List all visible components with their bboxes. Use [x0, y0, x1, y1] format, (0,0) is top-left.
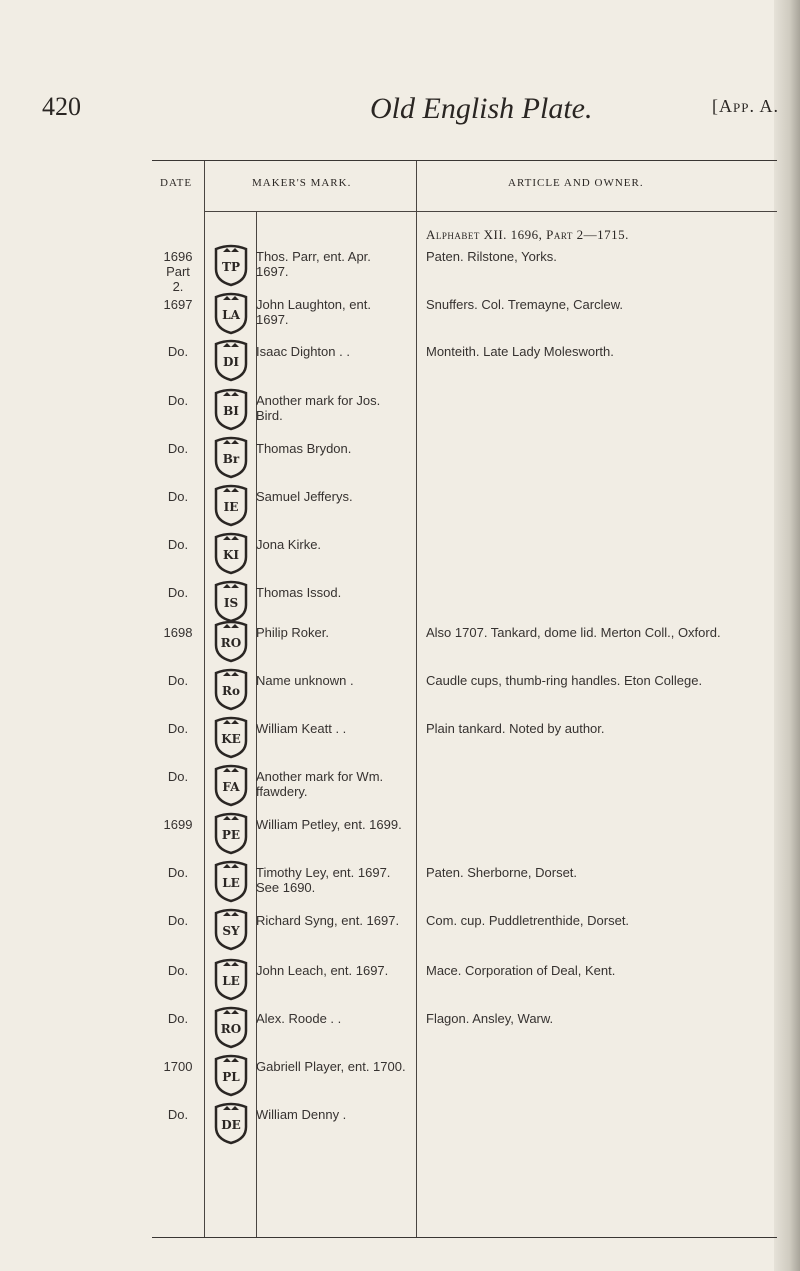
- makers-mark-stamp: [208, 243, 254, 287]
- row-date: Do.: [167, 537, 189, 552]
- makers-mark-initials: TP: [222, 260, 240, 274]
- row-date: Do.: [167, 721, 189, 736]
- makers-mark-stamp: [208, 1005, 254, 1049]
- running-title: Old English Plate.: [370, 92, 593, 125]
- makers-mark-stamp: [208, 483, 254, 527]
- makers-mark-stamp: [208, 957, 254, 1001]
- makers-marks-table: [152, 160, 777, 1238]
- row-date: Do.: [167, 585, 189, 600]
- makers-mark-initials: Br: [222, 452, 240, 466]
- row-maker-name: Thos. Parr, ent. Apr. 1697.: [256, 249, 371, 279]
- makers-mark-initials: LA: [222, 308, 240, 322]
- makers-mark-initials: PL: [222, 1070, 240, 1084]
- row-maker-name: Name unknown .: [256, 673, 354, 688]
- column-divider: [416, 161, 417, 1237]
- header-rule: [416, 211, 777, 212]
- row-maker-name: John Leach, ent. 1697.: [256, 963, 389, 978]
- row-maker-name: William Petley, ent. 1699.: [256, 817, 402, 832]
- makers-mark-stamp: [208, 667, 254, 711]
- makers-mark-initials: FA: [222, 780, 240, 794]
- row-date: Do.: [167, 489, 189, 504]
- row-date: 1699: [163, 817, 193, 832]
- row-article: Paten. Sherborne, Dorset.: [426, 865, 578, 880]
- makers-mark-stamp: [208, 907, 254, 951]
- makers-mark-initials: RO: [220, 1022, 242, 1036]
- makers-mark-initials: LE: [222, 974, 240, 988]
- row-date: Do.: [167, 673, 189, 688]
- makers-mark-initials: DE: [221, 1118, 241, 1132]
- row-article: Paten. Rilstone, Yorks.: [426, 249, 557, 264]
- row-date: Do.: [167, 1107, 189, 1122]
- row-date: 1698: [163, 625, 193, 640]
- makers-mark-initials: KI: [222, 548, 240, 562]
- row-date: Do.: [167, 963, 189, 978]
- makers-mark-initials: Ro: [222, 684, 240, 698]
- row-maker-name: Another mark for Wm. ffawdery.: [256, 769, 384, 799]
- makers-mark-initials: BI: [223, 404, 239, 418]
- makers-mark-initials: SY: [222, 924, 240, 938]
- makers-mark-stamp: [208, 435, 254, 479]
- makers-mark-stamp: [208, 531, 254, 575]
- column-header-date: DATE: [160, 177, 193, 189]
- row-article: Monteith. Late Lady Molesworth.: [426, 344, 614, 359]
- column-divider: [204, 161, 205, 1237]
- row-article: Also 1707. Tankard, dome lid. Merton Coll., Oxford.: [426, 625, 721, 640]
- row-date: 1700: [163, 1059, 193, 1074]
- makers-mark-stamp: [208, 619, 254, 663]
- header-rule: [204, 211, 416, 212]
- row-date: 1697: [163, 297, 193, 312]
- row-date: Do.: [167, 865, 189, 880]
- makers-mark-stamp: [208, 859, 254, 903]
- makers-mark-initials: DI: [222, 355, 240, 369]
- makers-mark-initials: LE: [222, 876, 240, 890]
- column-header-maker: MAKER'S MARK.: [252, 177, 352, 189]
- makers-mark-initials: KE: [221, 732, 241, 746]
- page-number: 420: [42, 92, 81, 121]
- row-maker-name: Philip Roker.: [256, 625, 329, 640]
- row-date: 1696 Part 2.: [163, 249, 193, 294]
- row-article: Plain tankard. Noted by author.: [426, 721, 605, 736]
- row-maker-name: Thomas Issod.: [256, 585, 342, 600]
- row-maker-name: Richard Syng, ent. 1697.: [256, 913, 400, 928]
- row-maker-name: William Denny .: [256, 1107, 347, 1122]
- makers-mark-stamp: [208, 715, 254, 759]
- row-article: Com. cup. Puddletrenthide, Dorset.: [426, 913, 630, 928]
- row-maker-name: Timothy Ley, ent. 1697. See 1690.: [256, 865, 391, 895]
- row-maker-name: Thomas Brydon.: [256, 441, 352, 456]
- row-maker-name: Samuel Jefferys.: [256, 489, 353, 504]
- row-maker-name: Isaac Dighton . .: [256, 344, 350, 359]
- makers-mark-initials: RO: [220, 636, 242, 650]
- makers-mark-stamp: [208, 291, 254, 335]
- makers-mark-stamp: [208, 1101, 254, 1145]
- makers-mark-initials: IS: [223, 596, 239, 610]
- makers-mark-stamp: [208, 1053, 254, 1097]
- row-maker-name: William Keatt . .: [256, 721, 347, 736]
- column-header-article: ARTICLE AND OWNER.: [508, 177, 644, 189]
- row-date: Do.: [167, 769, 189, 784]
- row-maker-name: Alex. Roode . .: [256, 1011, 342, 1026]
- makers-mark-stamp: [208, 811, 254, 855]
- row-article: Caudle cups, thumb-ring handles. Eton College.: [426, 673, 703, 688]
- makers-mark-stamp: [208, 387, 254, 431]
- makers-mark-stamp: [208, 579, 254, 623]
- row-date: Do.: [167, 344, 189, 359]
- makers-mark-stamp: [208, 763, 254, 807]
- row-maker-name: Another mark for Jos. Bird.: [256, 393, 381, 423]
- row-maker-name: Jona Kirke.: [256, 537, 322, 552]
- row-maker-name: Gabriell Player, ent. 1700.: [256, 1059, 406, 1074]
- row-date: Do.: [167, 913, 189, 928]
- row-date: Do.: [167, 441, 189, 456]
- row-maker-name: John Laughton, ent. 1697.: [256, 297, 371, 327]
- row-article: Snuffers. Col. Tremayne, Carclew.: [426, 297, 624, 312]
- row-date: Do.: [167, 1011, 189, 1026]
- row-article: Flagon. Ansley, Warw.: [426, 1011, 554, 1026]
- page-edge: [774, 0, 800, 1271]
- row-article: Mace. Corporation of Deal, Kent.: [426, 963, 616, 978]
- makers-mark-initials: IE: [223, 500, 239, 514]
- makers-mark-initials: PE: [221, 828, 241, 842]
- makers-mark-stamp: [208, 338, 254, 382]
- row-date: Do.: [167, 393, 189, 408]
- alphabet-heading: Alphabet XII. 1696, Part 2—1715.: [426, 227, 629, 242]
- section-mark: [App. A.: [712, 96, 779, 116]
- page-header: [0, 92, 800, 132]
